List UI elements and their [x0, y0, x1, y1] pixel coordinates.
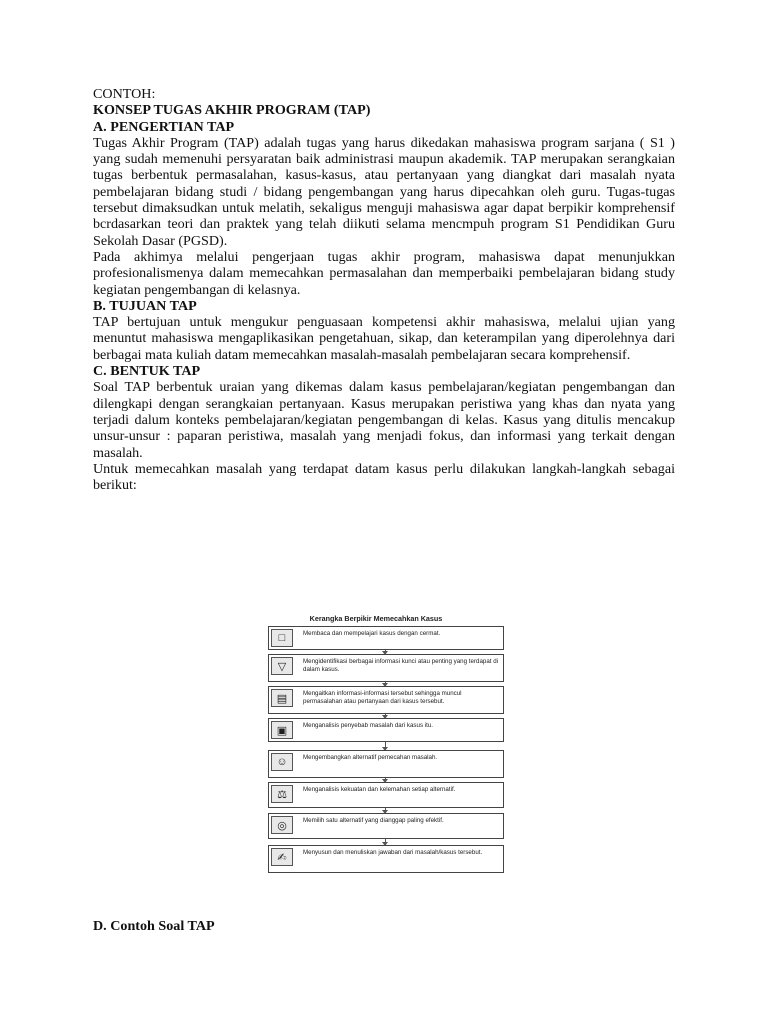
- book-icon: □: [271, 629, 293, 647]
- section-c-paragraph-2: Untuk memecahkan masalah yang terdapat datam kasus perlu dilakukan langkah-langkah sebagai berikut:: [93, 460, 675, 494]
- flowchart-step-text: Menganalisis penyebab masalah dari kasus itu.: [303, 722, 434, 729]
- flowchart-step-text: Menganalisis kekuatan dan kelemahan setiap alternatif.: [303, 786, 456, 793]
- documents-icon: ▤: [271, 689, 293, 707]
- flowchart-arrow: [385, 742, 386, 750]
- flowchart-step: [268, 750, 504, 778]
- flowchart-step: [268, 686, 504, 714]
- flowchart-figure: [242, 610, 510, 905]
- flowchart-step: [268, 813, 504, 839]
- section-b-paragraph-1: TAP bertujuan untuk mengukur penguasaan kompetensi akhir mahasiswa, melalui ujian yang menuntut mahasiswa mengaplikasikan pengetahuan, sikap, dan keterampilan yang diperolehnya dari berbagai mata kuliah datam memecahkan masalah-masalah pembelajaran secara komprehensif.: [93, 314, 675, 363]
- flowchart-step-text: Mengaitkan informasi-informasi tersebut sehingga muncul permasalahan atau pertanyaan dari kasus tersebut.: [303, 690, 462, 705]
- section-a-paragraph-2: Pada akhimya melalui pengerjaan tugas akhir program, mahasiswa dapat menunjukkan profesionalismenya dalam memecahkan permasalahan dan memperbaiki pembelajaran bidang study kegiatan pengembangan di kelasnya.: [93, 248, 675, 298]
- section-a-heading: A. PENGERTIAN TAP: [93, 118, 235, 135]
- flowchart-step: [268, 626, 504, 650]
- thinking-person-icon: ☺: [271, 753, 293, 771]
- flowchart-step-text: Menyusun dan menuliskan jawaban dari masalah/kasus tersebut.: [303, 849, 483, 856]
- flowchart-step: [268, 718, 504, 742]
- section-c-paragraph-1: Soal TAP berbentuk uraian yang dikemas dalam kasus pembelajaran/kegiatan pengembangan dan dilengkapi dengan serangkaian pertanyaan. Kasus merupakan peristiwa yang khas dan nyata yang terjadi dalum konteks pembelajaran/kegiatan pengembangan di kelas. Kasus yang ditulis mencakup unsur-unsur : paparan peristiwa, masalah yang menjadi fokus, dan informasi yang terkait dengan masalah.: [93, 379, 675, 461]
- flowchart-step-text: Memilih satu alternatif yang dianggap paling efektif.: [303, 817, 444, 824]
- writing-person-icon: ✍: [271, 848, 293, 866]
- document-body: [93, 86, 675, 493]
- flowchart-title: Kerangka Berpikir Memecahkan Kasus: [309, 614, 443, 623]
- section-d-heading: D. Contoh Soal TAP: [93, 918, 215, 934]
- flowchart-step-text: Membaca dan mempelajari kasus dengan cermat.: [303, 630, 441, 637]
- section-a-paragraph-1: Tugas Akhir Program (TAP) adalah tugas yang harus dikedakan mahasiswa program sarjana ( S1 ) yang sudah memenuhi persyaratan baik administrasi maupun akademik. TAP merupakan serangkaian tugas berbentuk permasalahan, kasus-kasus, atau pertanyaan yang diangkat dari masalah nyata pembelajaran bidang studi / bidang pengembangan yang harus dipecahkan oleh guru. Tugas-tugas tersebut dimaksudkan untuk melatih, sekaligus menguji mahasiswa agar dapat berpikir komprehensif bcrdasarkan teori dan praktek yang telah diikuti selama mencmpuh program S1 Pendidikan Guru Sekolah Dasar (PGSD).: [93, 134, 675, 249]
- flowchart-step: [268, 845, 504, 873]
- flowchart-step: [268, 782, 504, 808]
- section-c-heading: C. BENTUK TAP: [93, 363, 201, 380]
- funnel-icon: ▽: [271, 657, 293, 675]
- flowchart-step: [268, 654, 504, 682]
- target-icon: ◎: [271, 816, 293, 834]
- scales-icon: ⚖: [271, 785, 293, 803]
- flowchart-step-text: Mengidentifikasi berbagai informasi kunci atau penting yang terdapat di dalam kasus.: [303, 658, 499, 673]
- document-title: KONSEP TUGAS AKHIR PROGRAM (TAP): [93, 102, 371, 119]
- section-b-heading: B. TUJUAN TAP: [93, 297, 197, 314]
- example-label: CONTOH:: [93, 86, 156, 102]
- analysis-icon: ▣: [271, 721, 293, 739]
- flowchart-step-text: Mengembangkan alternatif pemecahan masalah.: [303, 754, 438, 761]
